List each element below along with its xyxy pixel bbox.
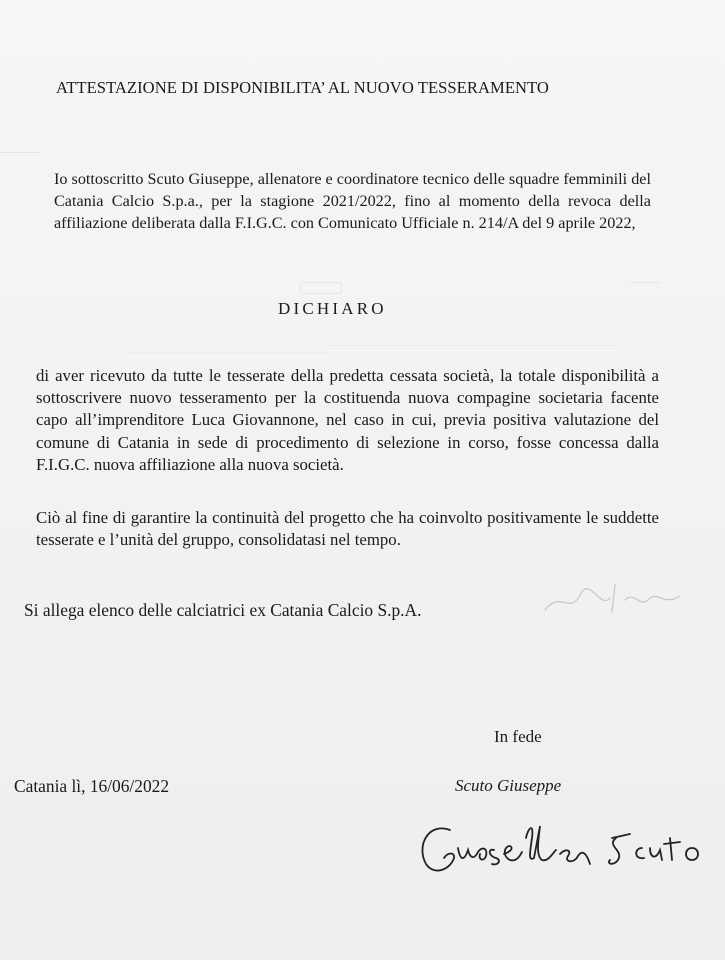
intro-paragraph: Io sottoscritto Scuto Giuseppe, allenatore e coordinatore tecnico delle squadre femminili del Catania Calcio S.p.a., per la stagione 2021/2022, fino al momento della revoca della affiliazione deliberata dalla F.I.G.C. con Comunicato Ufficiale n. 214/A del 9 aprile 2022,: [54, 170, 651, 233]
closing-formula: In fede: [494, 727, 542, 746]
declaration-paragraph: di aver ricevuto da tutte le tesserate della predetta cessata società, la totale disponibilità a sottoscrivere nuovo tesseramento per la costituenda nuova compagine societaria facente capo all’imprenditore Luca Giovannone, nel caso in cui, previa positiva valutazione del comune di Catania in sede di procedimento di selezione in corso, fosse concessa dalla F.I.G.C. nuova affiliazione alla nuova società.: [36, 366, 659, 474]
purpose-paragraph: Ciò al fine di garantire la continuità del progetto che ha coinvolto positivamente le suddette tesserate e l’unità del gruppo, consolidatasi nel tempo.: [36, 508, 659, 550]
document-title: ATTESTAZIONE DI DISPONIBILITA’ AL NUOVO TESSERAMENTO: [56, 78, 549, 97]
signer-name: Scuto Giuseppe: [455, 776, 562, 795]
attachment-note: Si allega elenco delle calciatrici ex Catania Calcio S.p.A.: [24, 600, 422, 620]
place-and-date: Catania lì, 16/06/2022: [14, 776, 170, 796]
declaration-heading: DICHIARO: [278, 299, 387, 318]
handwritten-signature: [410, 808, 710, 888]
bleed-through-signature-icon: [540, 570, 690, 625]
